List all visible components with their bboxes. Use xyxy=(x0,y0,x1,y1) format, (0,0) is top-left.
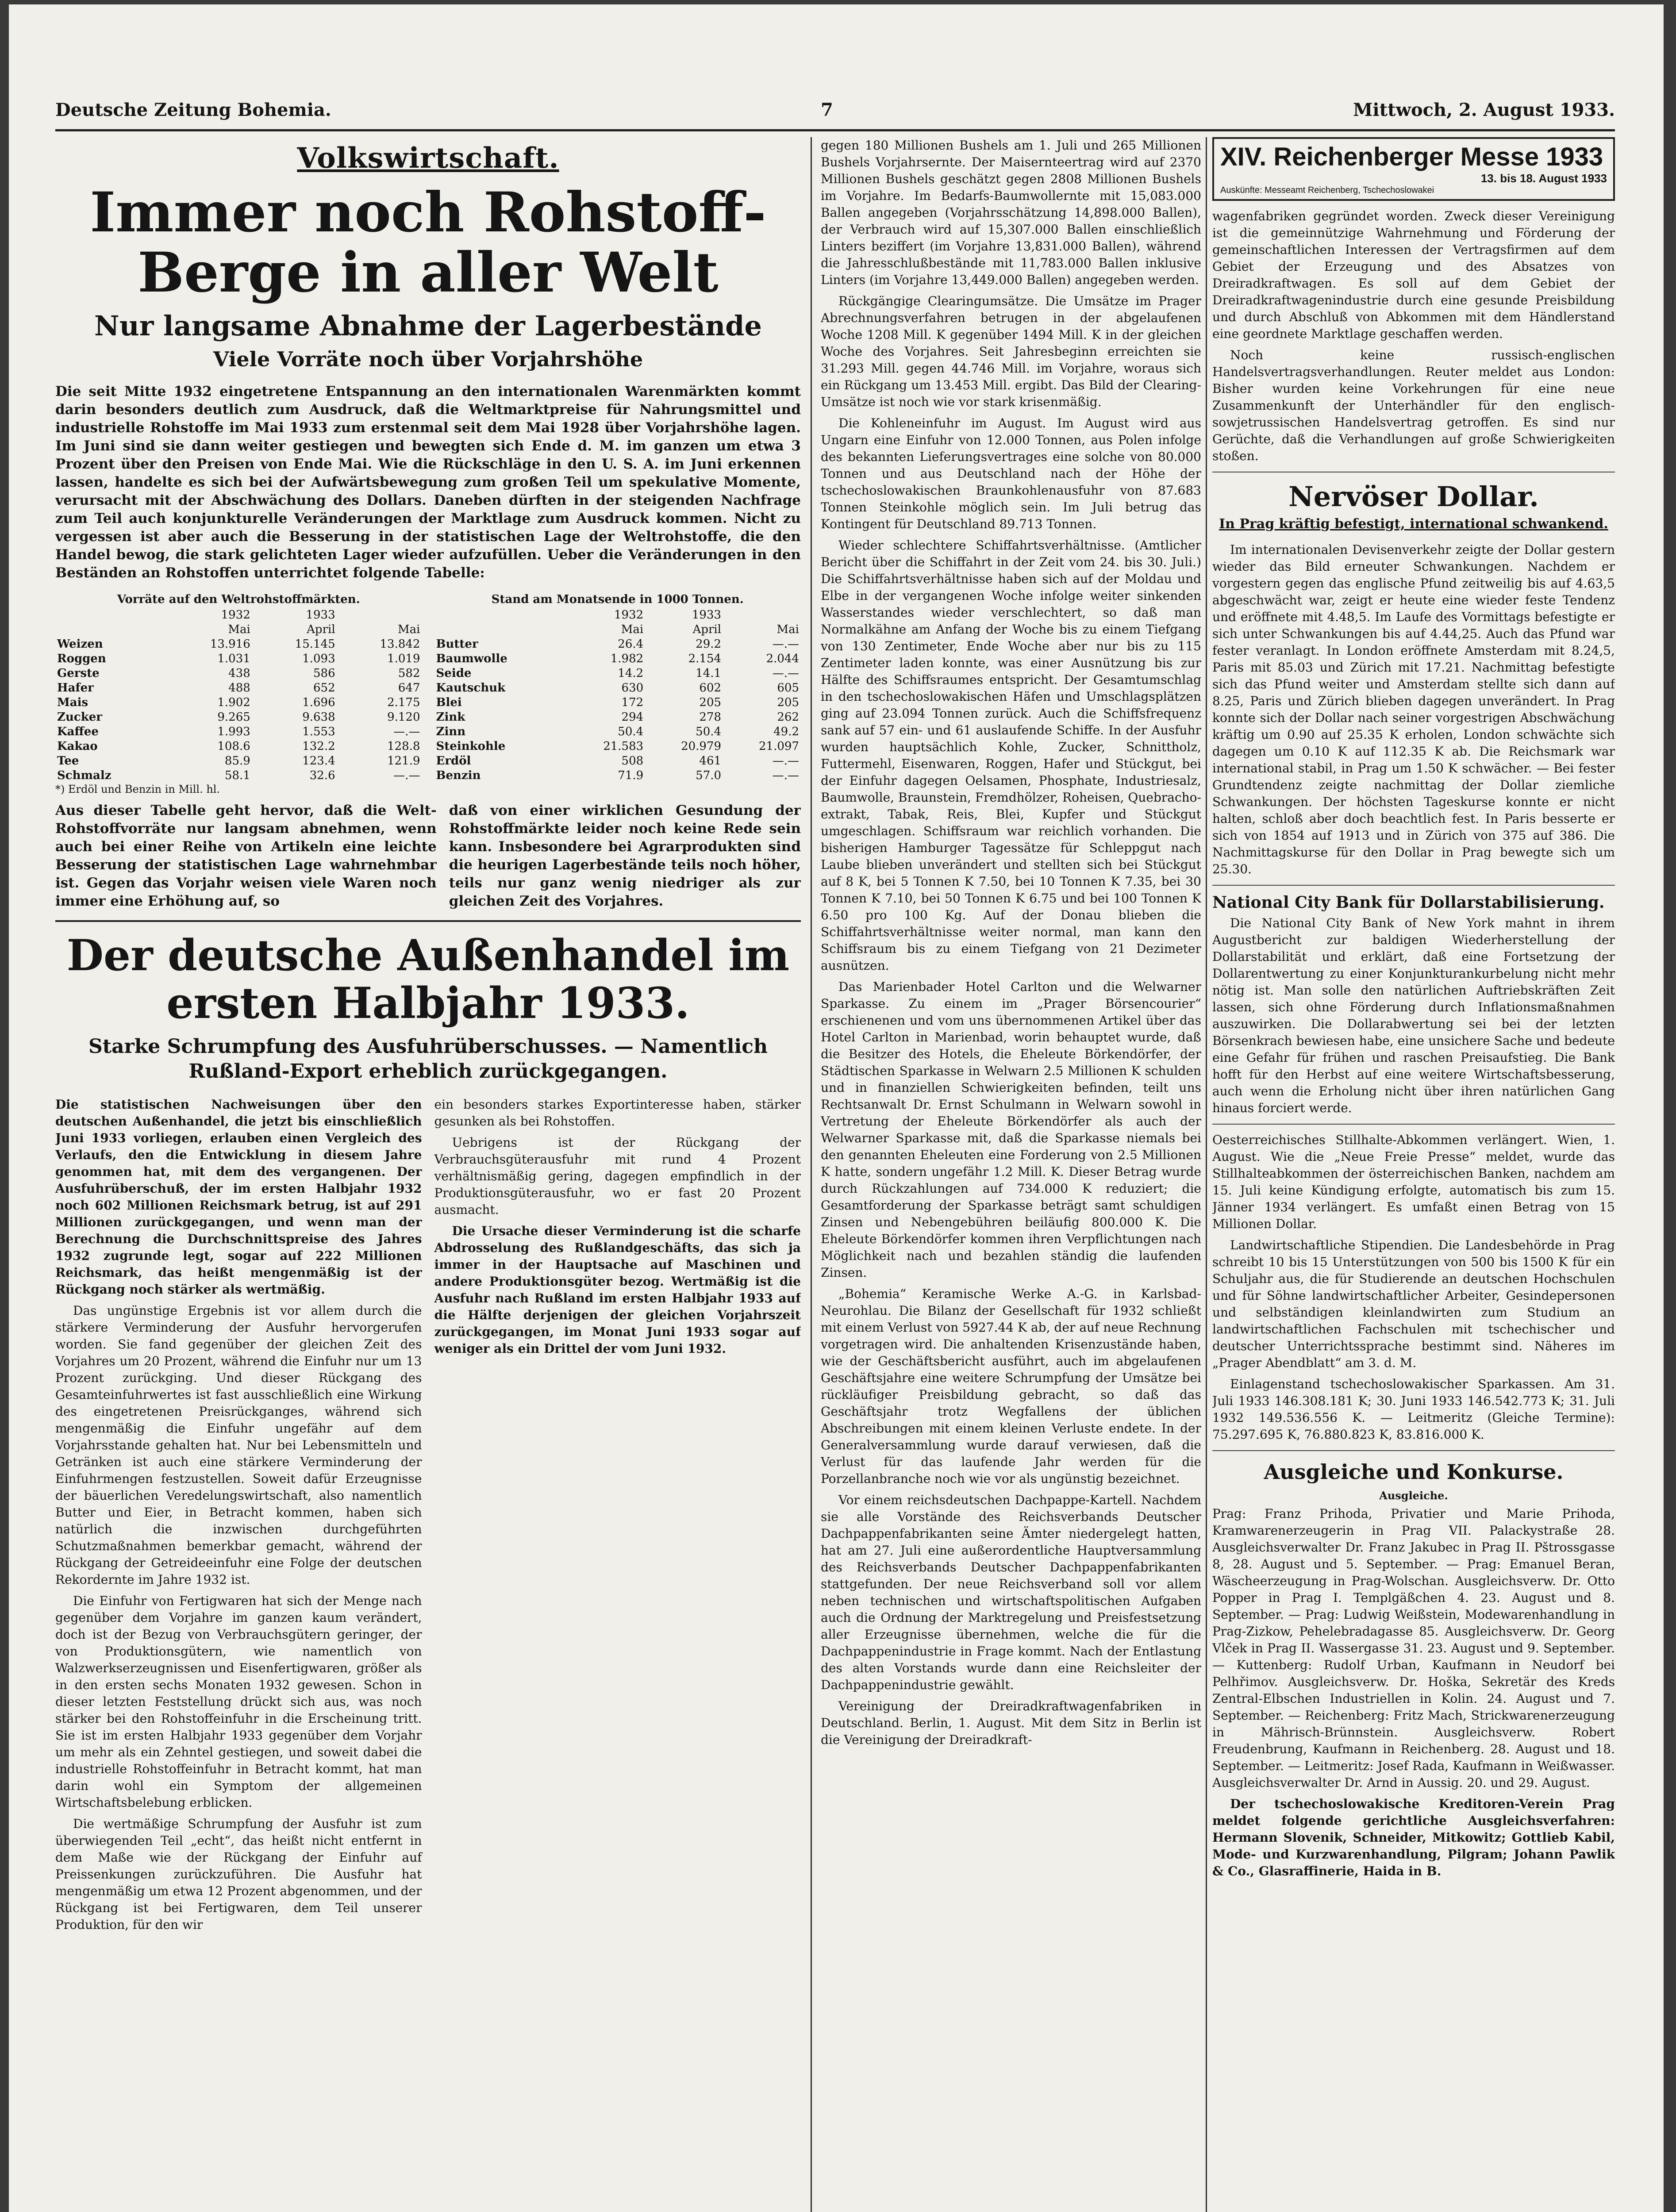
column-right xyxy=(1212,137,1615,2212)
table-cell: 1.553 xyxy=(302,725,335,738)
table-header-cell: April xyxy=(307,623,335,636)
article2-subheadline: Starke Schrumpfung des Ausfuhrüberschusses. — Namentlich Rußland-Export erheblich zurückgegangen. xyxy=(88,1035,768,1083)
column-divider xyxy=(1206,137,1207,2212)
table-row xyxy=(434,681,801,695)
conclusion-right: daß von einer wirklichen Gesundung der Rohstoffmärkte leider noch keine Rede sein kann. Insbesondere bei Agrarprodukten sind die heurigen Lagerbestände teils noch höher, teils nur ganz wenig niedriger als zur gleichen Zeit des Vorjahres. xyxy=(449,803,801,909)
article-intro: Die seit Mitte 1932 eingetretene Entspannung an den internationalen Warenmärkten kommt darin besonders deutlich zum Ausdruck, daß die Weltmarktpreise für Nahrungsmittel und industrielle Rohstoffe im Mai 1933 zum erstenmal seit dem Mai 1928 über Vorjahrshöhe lagen. Im Juni sind sie dann weiter gestiegen und bewegten sich Ende d. M. im ganzen um etwa 3 Prozent über den Preisen von Ende Mai. Wie die Rückschläge in den U. S. A. im Juni erkennen lassen, handelte es sich bei der Aufwärtsbewegung zum großen Teil um spekulative Momente, verursacht mit der Abschwächung des Dollars. Daneben dürften in der steigenden Nachfrage zum Teil auch konjunkturelle Veränderungen der Marktlage zum Ausdruck kommen. Nicht zu vergessen ist aber auch die Besserung in der statistischen Lage der Weltrohstoffe, die den Handel bewog, die stark gelichteten Lager wieder aufzufüllen. Ueber die Veränderungen in den Beständen an Rohstoffen unterrichtet folgende Tabelle: xyxy=(55,384,801,581)
separator xyxy=(1212,1124,1615,1125)
table-cell: 2.044 xyxy=(766,652,799,665)
table-header-cell xyxy=(337,608,422,622)
news-item: Landwirtschaftliche Stipendien. Die Landesbehörde in Prag schreibt 10 bis 15 Unterstützungen von 500 bis 1500 K für ein Schuljahr aus, die für Studierende an deutschen Hochschulen und für Söhne landwirtschaftlicher Arbeiter, Gesindepersonen und selbständigen kleinlandwirten zum Studium an landwirtschaftlichen Fachschulen mit tschechischer und deutscher Unterrichtssprache bestimmt sind. Näheres im „Prager Abendblatt“ am 3. d. M. xyxy=(1212,1238,1615,1370)
news-item: Wieder schlechtere Schiffahrtsverhältnisse. (Amtlicher Bericht über die Schiffahrt in der Zeit vom 24. bis 30. Juli.) Die Schiffahrtsverhältnisse haben sich auf der Moldau und Elbe in der vergangenen Woche infolge weiter sinkenden Wasserstandes wieder verschlechtert, so daß man Normalkähne am Anfang der Woche bis zu einem Tiefgang von 130 Zentimeter, Ende Woche aber nur bis zu 115 Zentimeter laden konnte, was einer Ausnützung bis zur Hälfte des Schiffsraumes entspricht. Der Gesamtumschlag in den tschechoslowakischen Häfen und Umschlagsplätzen ging auf 23.094 Tonnen zurück. Auch die Schiffsfrequenz sank auf 57 ein- und 61 auslaufende Schiffe. In der Ausfuhr wurden hauptsächlich Kohle, Zucker, Schnittholz, Futtermehl, Eisenwaren, Roggen, Hafer und Stückgut, bei der Einfuhr dagegen Oelsamen, Phosphate, Industriesalz, Baumwolle, Braunstein, Fremdhölzer, Roheisen, Quebracho-extrakt, Tabak, Reis, Blei, Kupfer und Stückgut umgeschlagen. Schiffsraum war reichlich vorhanden. Die bisherigen Hamburger Tagessätze für Schleppgut nach Laube blieben unverändert und stellten sich bei Stückgut auf 8 K, bei 5 Tonnen K 7.50, bei 10 Tonnen K 7.35, bei 30 Tonnen K 7.10, bei 50 Tonnen K 6.75 und bei 100 Tonnen K 6.50 pro 100 Kg. Auf der Donau blieben die Schiffahrtsverhältnisse weiter normal, man kann den Schiffsraum bis zu einem Tiefgang von 21 Dezimeter ausnützen. xyxy=(821,538,1201,973)
table-header-cell: 1932 xyxy=(614,608,644,622)
table-cell: Schmalz xyxy=(57,769,111,782)
table-header-cell: 1933 xyxy=(306,608,335,622)
table-cell: 128.8 xyxy=(387,740,420,753)
table-cell: 71.9 xyxy=(618,769,644,782)
table-cell: 13.842 xyxy=(380,637,420,651)
table-footnote: *) Erdöl und Benzin in Mill. hl. xyxy=(55,783,220,795)
newspaper-page xyxy=(9,4,1664,2212)
section-title: Volkswirtschaft. xyxy=(297,142,559,175)
dollar-subheadline: In Prag kräftig befestigt, international schwankend. xyxy=(1219,516,1608,532)
news-item: „Bohemia“ Keramische Werke A.-G. in Karlsbad-Neurohlau. Die Bilanz der Gesellschaft für 1932 schließt mit einem Verlust von 5927.44 K ab, der auf neue Rechnung vorgetragen wird. Die anhaltenden Krisenzustände haben, wie der Geschäftsbericht ausführt, auch im abgelaufenen Geschäftsjahre eine weitere Schrumpfung der Umsätze bei rückläufiger Preisbildung gebracht, so daß das Geschäftsjahr trotz Wegfallens der üblichen Abschreibungen mit einem kleinen Verluste endete. In der Generalversammlung wurde darauf verwiesen, daß die Verlust für das laufende Jahr werden für die Porzellanbranche noch wie vor als ungünstig bezeichnet. xyxy=(821,1286,1201,1486)
table-header-row xyxy=(55,622,422,637)
table-header-cell: Mai xyxy=(228,623,250,636)
table-cell: 2.175 xyxy=(387,696,420,709)
article2-body xyxy=(55,1096,801,1938)
table-right xyxy=(434,608,801,783)
article2-headline: Der deutsche Außenhandel im ersten Halbjahr 1933. xyxy=(66,930,790,1028)
table-cell: —.— xyxy=(393,769,420,782)
konkurs-subheadline: Ausgleiche. xyxy=(1379,1489,1448,1502)
news-item: Einlagenstand tschechoslowakischer Sparkassen. Am 31. Juli 1933 146.308.181 K; 30. Juni 1933 146.542.773 K; 31. Juli 1932 149.536.556 K. — Leitmeritz (Gleiche Termine): 75.297.695 K, 76.880.823 K, 83.816.000 K. xyxy=(1212,1377,1615,1442)
table-cell: Kautschuk xyxy=(436,681,506,695)
stock-table xyxy=(55,589,801,802)
table-cell: Hafer xyxy=(57,681,94,695)
news-item: Vor einem reichsdeutschen Dachpappe-Kartell. Nachdem sie alle Vorstände des Reichsverbands Deutscher Dachpappenfabrikanten seine Ämter niedergelegt hatten, hat am 27. Juli eine außerordentliche Hauptversammlung des Reichsverbands Deutscher Dachpappenfabrikanten stattgefunden. Der neue Reichsverband soll vor allem neben technischen und wirtschaftspolitischen Aufgaben auch die Ordnung der Marktregelung und Preisfestsetzung aller Erzeugnisse übernehmen, welche die für die Dachpappenindustrie in Frage kommt. Nach der Entlastung des alten Vorstands wurde dann eine Reichsleiter der Dachpappenindustrie gewählt. xyxy=(821,1493,1201,1692)
article2-col-left xyxy=(55,1096,422,1938)
table-row xyxy=(434,666,801,681)
table-cell: 461 xyxy=(699,754,722,768)
table-left xyxy=(55,608,422,783)
article2-paragraph: Die wertmäßige Schrumpfung der Ausfuhr ist zum überwiegenden Teil „echt“, das heißt nicht entfernt in dem Maße wie der Rückgang der Einfuhr auf Preissenkungen zurückzuführen. Die Ausfuhr hat mengenmäßig um etwa 12 Prozent abgenommen, und der Rückgang ist bei Fertigwaren, dem Teil unserer Produktion, für den wir xyxy=(55,1816,422,1932)
table-cell: 630 xyxy=(621,681,644,695)
table-cell: Seide xyxy=(436,667,472,680)
table-cell: 29.2 xyxy=(696,637,722,651)
table-cell: 50.4 xyxy=(696,725,722,738)
table-row xyxy=(55,637,422,652)
table-cell: 15.145 xyxy=(295,637,335,651)
table-cell: Mais xyxy=(57,696,88,709)
table-row xyxy=(55,754,422,768)
table-cell: —.— xyxy=(772,637,799,651)
table-row xyxy=(434,637,801,652)
table-cell: 9.120 xyxy=(387,710,420,724)
table-header-cell xyxy=(55,622,167,637)
table-cell: 488 xyxy=(228,681,250,695)
table-row xyxy=(434,695,801,710)
table-cell: Kakao xyxy=(57,740,98,753)
table-row xyxy=(434,768,801,783)
table-row xyxy=(434,754,801,768)
table-cell: 132.2 xyxy=(302,740,335,753)
table-header-row xyxy=(55,608,422,622)
table-cell: Tee xyxy=(57,754,79,768)
konkurs-paragraph: Der tschechoslowakische Kreditoren-Verein Prag meldet folgende gerichtliche Ausgleichsverfahren: Hermann Slovenik, Schneider, Mitkowitz; Gottlieb Kabil, Mode- und Kurzwarenhandlung, Pilgram; Johann Pawlik & Co., Glasraffinerie, Haida in B. xyxy=(1212,1797,1615,1878)
fair-dates: 13. bis 18. August 1933 xyxy=(1480,172,1607,185)
table-row xyxy=(55,695,422,710)
header-page-number: 7 xyxy=(821,100,833,120)
table-cell: 1.902 xyxy=(217,696,250,709)
table-row xyxy=(55,739,422,754)
table-cell: 586 xyxy=(313,667,335,680)
table-cell: 121.9 xyxy=(387,754,420,768)
conclusion-left: Aus dieser Tabelle geht hervor, daß die Welt-Rohstoffvorräte nur langsam abnehmen, wenn auch bei einer Reihe von Artikeln eine leichte Besserung der statistischen Lage wahrnehmbar ist. Gegen das Vorjahr weisen viele Waren noch immer eine Erhöhung auf, so xyxy=(55,803,437,909)
table-header-cell xyxy=(434,622,568,637)
table-row xyxy=(434,652,801,666)
table-header-cell: Mai xyxy=(776,623,799,636)
table-cell: Zinn xyxy=(436,725,466,738)
table-cell: 50.4 xyxy=(618,725,644,738)
news-item: Oesterreichisches Stillhalte-Abkommen verlängert. Wien, 1. August. Wie die „Neue Freie Presse“ meldet, wurde das Stillhalteabkommen der österreichischen Banken, nachdem am 15. Juli keine Kündigung erfolgte, automatisch bis zum 15. Jänner 1934 verlängert. Es umfaßt einen Betrag von 15 Millionen Dollar. xyxy=(1212,1133,1615,1231)
table-cell: Butter xyxy=(436,637,478,651)
table-cell: —.— xyxy=(772,667,799,680)
table-cell: 602 xyxy=(699,681,722,695)
table-row xyxy=(55,725,422,739)
ncb-paragraph: Die National City Bank of New York mahnt in ihrem Augustbericht zur baldigen Wiederherstellung der Dollarstabilität und erklärt, daß eine Fortsetzung der Dollarentwertung zu einer Konjunkturankurbelung nicht mehr nötig ist. Man solle den natürlichen Auftriebskräften Zeit lassen, sich ohne Förderung durch Inflationsmaßnahmen auszuwirken. Die Dollarabwertung sei bei der letzten Börsenkrach bewiesen habe, eine unsichere Sache und bedeute eine Gefahr für frühen und raschen Preisaufstieg. Die Bank hofft für den Herbst auf eine weitere Wirtschaftsbesserung, auch wenn die Erholung nicht über ihren natürlichen Gang hinaus forciert werde. xyxy=(1212,916,1615,1115)
news-item: Rückgängige Clearingumsätze. Die Umsätze im Prager Abrechnungsverfahren betrugen in der abgelaufenen Woche 1208 Mill. K gegenüber 1494 Mill. K in der gleichen Woche des Vorjahres. Seit Jahresbeginn erreichten sie 31.293 Mill. gegen 44.746 Mill. im Vorjahre, woraus sich ein Rückgang um 13.453 Mill. ergibt. Das Bild der Clearing-Umsätze ist noch wie vor stark krisenmäßig. xyxy=(821,294,1201,409)
table-cell: 123.4 xyxy=(302,754,335,768)
column-divider xyxy=(811,137,812,2212)
table-header-row xyxy=(434,608,801,622)
article-headline: Immer noch Rohstoff-Berge in aller Welt xyxy=(90,180,766,305)
table-cell: 57.0 xyxy=(696,769,722,782)
table-cell: 1.093 xyxy=(302,652,335,665)
column-left xyxy=(55,137,801,2212)
fair-advertisement xyxy=(1212,137,1615,201)
table-cell: Weizen xyxy=(57,637,103,651)
table-cell: Steinkohle xyxy=(436,740,506,753)
article2-paragraph: Das ungünstige Ergebnis ist vor allem durch die stärkere Verminderung der Ausfuhr hervorgerufen worden. Sie fand gegenüber der gleichen Zeit des Vorjahres um 20 Prozent, während die Einfuhr nur um 13 Prozent zurückging. Und dieser Rückgang des Gesamteinfuhrwertes ist fast ausschließlich eine Wirkung des eingetretenen Preisrückganges, während sich mengenmäßig die Einfuhr ungefähr auf dem Vorjahrsstande gehalten hat. Nur bei Lebensmitteln und Getränken ist auch eine stärkere Verminderung der Einfuhrmengen festzustellen. Soweit dafür Erzeugnisse der bäuerlichen Veredelungswirtschaft, also namentlich Butter und Eier, in Betracht kommen, haben sich natürlich die inzwischen durchgeführten Schutzmaßnahmen bemerkbar gemacht, während der Rückgang der Getreideeinfuhr eine Folge der deutschen Rekordernte im Jahre 1932 ist. xyxy=(55,1303,422,1587)
table-cell: Blei xyxy=(436,696,462,709)
table-cell: 205 xyxy=(777,696,799,709)
news-item: gegen 180 Millionen Bushels am 1. Juli und 265 Millionen Bushels Vorjahrsernte. Der Maisernteertrag wird auf 2370 Millionen Bushels geschätzt gegen 2808 Millionen Bushels im Vorjahre. Im Bedarfs-Baumwollernte mit 15,083.000 Ballen angegeben (Vorjahrsschätzung 14,898.000 Ballen), der Verbrauch wird auf 15,307.000 Ballen einschließlich Linters beziffert (im Vorjahre 13,831.000 Ballen), während die Jahresschlußbestände mit 11,783.000 Ballen inklusive Linters (im Vorjahre 13,449.000 Ballen) angegeben werden. xyxy=(821,138,1201,287)
table-header-cell xyxy=(55,608,167,622)
table-cell: 1.993 xyxy=(217,725,250,738)
table-cell: 172 xyxy=(621,696,644,709)
table-header-row xyxy=(434,622,801,637)
table-cell: 14.1 xyxy=(696,667,722,680)
table-cell: 21.097 xyxy=(759,740,799,753)
table-title: Vorräte auf den Weltrohstoffmärkten. xyxy=(117,593,360,606)
table-cell: 108.6 xyxy=(217,740,250,753)
news-item: Die Kohleneinfuhr im August. Im August wird aus Ungarn eine Einfuhr von 12.000 Tonnen, aus Polen infolge des bekannten Lieferungsvertrages eine solche von 80.000 Tonnen und aus Deutschland nach der Höhe der tschechoslowakischen Braunkohlenausfuhr von 87.683 Tonnen Steinkohle möglich sein. Im Juli betrug das Kontingent für Deutschland 89.713 Tonnen. xyxy=(821,416,1201,531)
table-row xyxy=(55,666,422,681)
table-header-cell: 1932 xyxy=(221,608,250,622)
table-cell: 1.982 xyxy=(610,652,644,665)
table-cell: —.— xyxy=(772,769,799,782)
table-cell: 294 xyxy=(621,710,644,724)
table-cell: 508 xyxy=(621,754,644,768)
table-row xyxy=(434,710,801,725)
news-item: Vereinigung der Dreiradkraftwagenfabriken in Deutschland. Berlin, 1. August. Mit dem Sitz in Berlin ist die Vereinigung der Dreiradkraft- xyxy=(821,1699,1201,1747)
table-cell: Kaffee xyxy=(57,725,99,738)
article2-paragraph: Die Einfuhr von Fertigwaren hat sich der Menge nach gegenüber dem Vorjahre im ganzen kaum verändert, doch ist der Bezug von Verbrauchsgütern geringer, der von Produktionsgütern, wie namentlich von Walzwerkserzeugnissen und Eisenfertigwaren, größer als in den ersten sechs Monaten 1932 gewesen. Schon in dieser letzten Feststellung drückt sich aus, was noch stärker bei den Rohstoffeinfuhr in die Erscheinung tritt. Sie ist im ersten Halbjahr 1933 gegenüber dem Vorjahr um mehr als ein Zehntel gestiegen, und soweit dabei die industrielle Rohstoffeinfuhr in Betracht kommt, hat man darin wohl ein Symptom der allgemeinen Wirtschaftsbelebung erblicken. xyxy=(55,1594,422,1810)
article2-paragraph: Uebrigens ist der Rückgang der Verbrauchsgüterausfuhr mit rund 4 Prozent verhältnismäßig gering, dagegen empfindlich in der Produktionsgüterausfuhr, wo er fast 20 Prozent ausmacht. xyxy=(434,1135,801,1217)
header-date: Mittwoch, 2. August 1933. xyxy=(1353,100,1615,120)
table-cell: 438 xyxy=(228,667,250,680)
table-cell: Baumwolle xyxy=(436,652,507,665)
table-header-cell: Mai xyxy=(398,623,420,636)
table-cell: 647 xyxy=(398,681,420,695)
table-cell: 49.2 xyxy=(773,725,799,738)
table-cell: 9.638 xyxy=(302,710,335,724)
table-cell: Zink xyxy=(436,710,465,724)
table-cell: 652 xyxy=(313,681,335,695)
stock-table-left xyxy=(55,589,422,802)
table-cell: Zucker xyxy=(57,710,102,724)
article2-paragraph: ein besonders starkes Exportinteresse haben, stärker gesunken als bei Rohstoffen. xyxy=(434,1097,801,1129)
table-cell: 205 xyxy=(699,696,722,709)
fair-title: XIV. Reichenberger Messe 1933 xyxy=(1220,142,1603,171)
table-cell: 21.583 xyxy=(603,740,644,753)
table-header-cell: Mai xyxy=(621,623,644,636)
news-item: Noch keine russisch-englischen Handelsvertragsverhandlungen. Reuter meldet aus London: Bisher wurden keine Vorkehrungen für eine neue Zusammenkunft der Unterhändler für den englisch-sowjetrussischen Handelsvertrag getroffen. Es sind nur Gerüchte, daß die Verhandlungen auf große Schwierigkeiten stoßen. xyxy=(1212,348,1615,463)
table-row xyxy=(55,652,422,666)
table-cell: 605 xyxy=(777,681,799,695)
table-cell: 2.154 xyxy=(688,652,722,665)
table-cell: Benzin xyxy=(436,769,481,782)
table-cell: 1.031 xyxy=(217,652,250,665)
header-newspaper-name: Deutsche Zeitung Bohemia. xyxy=(55,100,331,120)
table-header-cell: April xyxy=(692,623,722,636)
article-subsubheadline: Viele Vorräte noch über Vorjahrshöhe xyxy=(213,347,643,371)
article-subheadline: Nur langsame Abnahme der Lagerbestände xyxy=(94,310,762,342)
article2-col-right xyxy=(434,1096,801,1362)
fair-info: Auskünfte: Messeamt Reichenberg, Tschechoslowakei xyxy=(1220,185,1434,195)
table-cell: Gerste xyxy=(57,667,100,680)
header-rule xyxy=(55,129,1615,131)
table-header-cell: 1933 xyxy=(692,608,722,622)
table-row xyxy=(55,710,422,725)
dollar-headline: Nervöser Dollar. xyxy=(1288,480,1539,513)
table-cell: 20.979 xyxy=(681,740,722,753)
konkurs-paragraph: Prag: Franz Prihoda, Privatier und Marie Prihoda, Kramwarenerzeugerin in Prag VII. Palackystraße 28. Ausgleichsverwalter Dr. Franz Jakubec in Prag II. Pštrossgasse 8, 28. August und 5. September. — Prag: Emanuel Beran, Wäscheerzeugung in Prag-Wolschan. Ausgleichsverw. Dr. Otto Popper in Prag I. Templgäßchen 4. 23. August und 8. September. — Prag: Ludwig Weißstein, Modewarenhandlung in Prag-Zizkow, Pehelebradagasse 85. Ausgleichsverw. Dr. Georg Vlček in Prag II. Wassergasse 31. 23. August und 9. September. — Kuttenberg: Rudolf Urban, Kaufmann in Neudorf bei Pelhřimov. Ausgleichsverw. Dr. Hoška, Sekretär des Kreds Zentral-Elbschen Industriellen in Kolin. 24. August und 7. September. — Reichenberg: Fritz Mach, Strickwarenerzeugung in Mährisch-Brünnstein. Ausgleichsverw. Robert Freudenbrung, Kaufmann in Reichenberg. 28. August und 18. September. — Leitmeritz: Josef Rada, Kaufmann in Weißwasser. Ausgleichsverwalter Dr. Arnd in Aussig. 20. und 29. August. xyxy=(1212,1506,1615,1790)
table-header-cell xyxy=(434,608,568,622)
separator xyxy=(1212,885,1615,886)
table-cell: 278 xyxy=(699,710,722,724)
table-cell: 9.265 xyxy=(217,710,250,724)
ncb-headline: National City Bank für Dollarstabilisierung. xyxy=(1212,893,1605,912)
table-cell: 262 xyxy=(777,710,799,724)
table-row xyxy=(434,739,801,754)
table-header-cell xyxy=(723,608,801,622)
news-item: wagenfabriken gegründet worden. Zweck dieser Vereinigung ist die gemeinnützige Wahrnehmung und Förderung der gemeinschaftlichen Interessen der Vertragsfirmen auf dem Gebiet der Erzeugung und des Absatzes von Dreiradkraftwagen. Es soll auf dem Gebiet der Dreiradkraftwagenindustrie durch eine gesunde Preisbildung und durch Abschluß von Abkommen mit dem Händlerstand eine geordnete Marktlage geschaffen werden. xyxy=(1212,209,1615,341)
table-cell: 58.1 xyxy=(224,769,250,782)
article-conclusion xyxy=(55,802,801,910)
table-row xyxy=(434,725,801,739)
table-row xyxy=(55,768,422,783)
table-cell: 26.4 xyxy=(618,637,644,651)
table-cell: 14.2 xyxy=(618,667,644,680)
dollar-paragraph: Im internationalen Devisenverkehr zeigte der Dollar gestern wieder das Bild erneuter Schwankungen. Nachdem er vorgestern gegen das englische Pfund zeitweilig bis auf 4.63,5 abgeschwächt war, zeigt er heute eine wieder feste Tendenz und eröffnete mit 4.48,5. Im Laufe des Vormittags befestigte er sich unter Schwankungen bis auf 4.44,25. Auch das Pfund war fester veranlagt. In London eröffnete Amsterdam mit 8.24,5, Paris mit 85.03 und Zürich mit 17.21. Nachmittag befestigte sich das Pfund weiter und Amsterdam stellte sich dann auf 8.25, Paris und Zürich blieben dagegen unverändert. In Prag konnte sich der Dollar nach seiner vorgestrigen Abschwächung kräftig um 0.90 auf 25.35 K erholen, London schwächte sich dagegen um 0.10 K auf 112.35 K ab. Die Reichsmark war international stabil, in Prag um 1.50 K schwächer. — Bei fester Grundtendenz zeigte nachmittag der Dollar ziemliche Schwankungen. Der höchsten Tageskurse konnte er nicht halten, schloß aber doch beachtlich fest. In Paris besserte er sich von 1854 auf 1913 und in Zürich von 375 auf 386. Die Nachmittagskurse für den Dollar in Prag bewegte sich um 25.30. xyxy=(1212,542,1615,876)
table-cell: —.— xyxy=(393,725,420,738)
table-cell: 32.6 xyxy=(309,769,335,782)
table-row xyxy=(55,681,422,695)
article2-paragraph: Die Ursache dieser Verminderung ist die scharfe Abdrosselung des Rußlandgeschäfts, das sich ja immer in der Hauptsache auf Maschinen und andere Produktionsgüter bezog. Wertmäßig ist die Ausfuhr nach Rußland im ersten Halbjahr 1933 auf die Hälfte derjenigen der gleichen Vorjahrszeit zurückgegangen, im Monat Juni 1933 sogar auf weniger als ein Drittel der vom Juni 1932. xyxy=(434,1224,801,1356)
table-cell: Roggen xyxy=(57,652,106,665)
stock-table-right xyxy=(434,589,801,783)
table-cell: Erdöl xyxy=(436,754,471,768)
table-cell: 85.9 xyxy=(224,754,250,768)
article-separator xyxy=(55,920,801,922)
table-cell: 1.019 xyxy=(387,652,420,665)
news-item: Das Marienbader Hotel Carlton und die Welwarner Sparkasse. Zu einem im „Prager Börsencourier“ erschienenen und vom uns übernommenen Artikel über das Hotel Carlton in Marienbad, worin behauptet wurde, daß die Besitzer des Hotels, die Eheleute Börkendörfer, der Städtischen Sparkasse in Welwarn 2.5 Millionen K schulden und in finanziellen Schwierigkeiten befinden, teilt uns Rechtsanwalt Dr. Ernst Schulmann in Welwarn sowohl in Vertretung der Eheleute Börkendörfer als auch der Welwarner Sparkasse mit, daß die Sparkasse niemals bei den genannten Eheleuten eine Forderung von 2.5 Millionen K hatte, sondern ungefähr 1.2 Mill. K. Dieser Betrag wurde durch Rückzahlungen auf 734.000 K reduziert; die Gesamtforderung der Sparkasse beträgt samt schuldigen Zinsen und Nebengebühren beiläufig 800.000 K. Die Eheleute Börkendörfer kommen ihren Verpflichtungen nach Möglichkeit nach und bezahlen ständig die laufenden Zinsen. xyxy=(821,979,1201,1280)
column-middle xyxy=(821,137,1201,2212)
article2-paragraph: Die statistischen Nachweisungen über den deutschen Außenhandel, die jetzt bis einschließlich Juni 1933 vorliegen, erlauben einen Vergleich des Verlaufs, den die Entwicklung in diesem Jahre genommen hat, mit dem des vergangenen. Der Ausfuhrüberschuß, der im ersten Halbjahr 1932 noch 602 Millionen Reichsmark betrug, ist auf 291 Millionen zurückgegangen, und wenn man der Berechnung die Durchschnittspreise des Jahres 1932 zugrunde legt, sogar auf 222 Millionen Reichsmark, das heißt mengenmäßig ist der Rückgang noch stärker als wertmäßig. xyxy=(55,1097,422,1297)
konkurs-headline: Ausgleiche und Konkurse. xyxy=(1264,1460,1564,1484)
table-subtitle: Stand am Monatsende in 1000 Tonnen. xyxy=(491,593,744,606)
separator xyxy=(1212,1450,1615,1451)
table-cell: 582 xyxy=(398,667,420,680)
table-cell: —.— xyxy=(772,754,799,768)
table-cell: 1.696 xyxy=(302,696,335,709)
table-cell: 13.916 xyxy=(210,637,250,651)
